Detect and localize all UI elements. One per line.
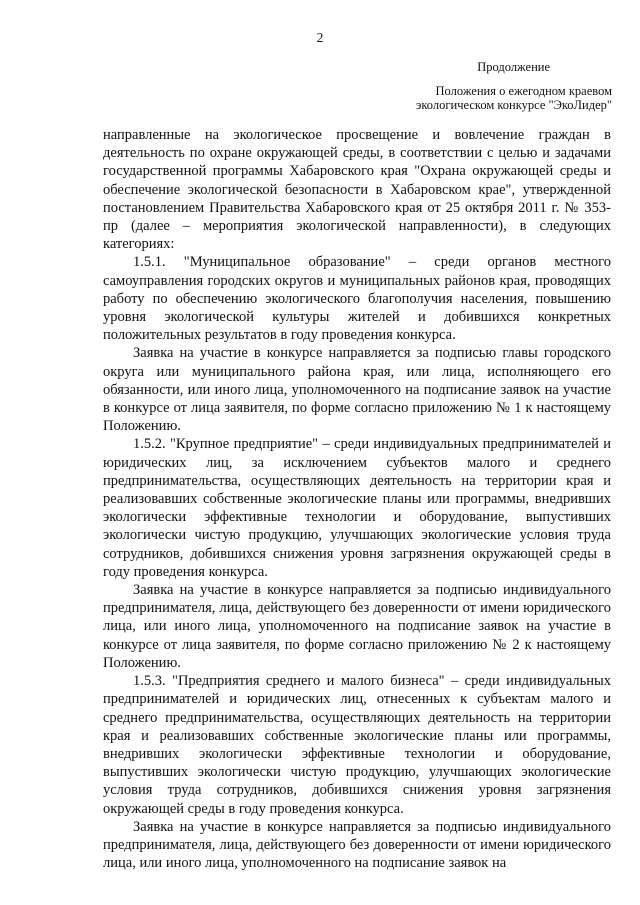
document-reference-line-2: экологическом конкурсе "ЭкоЛидер" [416,98,612,112]
paragraph: 1.5.3. "Предприятия среднего и малого бизнеса" – среди индивидуальных предпринимателей и юридических лиц, отнесенных к субъектам малого и среднего предпринимательства, осуществляющих деятельность на территории края и реализовавших собственные экологические планы или программы, внедривших экологически эффективные технологии и оборудование, выпустивших экологически чистую продукцию, улучшающих экологические условия труда сотрудников, добившихся снижения уровня загрязнения окружающей среды в году проведения конкурса. [103,673,611,817]
paragraph: Заявка на участие в конкурсе направляется за подписью индивидуального предпринимателя, лица, действующего без доверенности от имени юридического лица, или иного лица, уполномоченного на подписание заявок на участие в конкурсе от лица заявителя, по форме согласно приложению № 2 к настоящему Положению. [103,582,611,671]
paragraph: Заявка на участие в конкурсе направляется за подписью главы городского округа или муниципального района края, или лица, исполняющего его обязанности, или иного лица, уполномоченного на подписание заявок на участие в конкурсе от лица заявителя, по форме согласно приложению № 1 к настоящему Положению. [103,345,611,435]
paragraph: 1.5.2. "Крупное предприятие" – среди индивидуальных предпринимателей и юридических лиц, за исключением субъектов малого и среднего предпринимательства, осуществляющих деятельность на территории края и реализовавших собственные экологические планы или программы, внедривших экологически эффективные технологии и оборудование, выпустивших экологически чистую продукцию, улучшающих экологические условия труда сотрудников, добившихся снижения уровня загрязнения окружающей среды в году проведения конкурса. [103,436,611,580]
document-body [103,126,611,872]
paragraph: направленные на экологическое просвещение и вовлечение граждан в деятельность по охране окружающей среды, в соответствии с целью и задачами государственной программы Хабаровского края "Охрана окружающей среды и обеспечение экологической безопасности в Хабаровском крае", утвержденной постановлением Правительства Хабаровского края от 25 октября 2011 г. № 353-пр (далее – мероприятия экологической направленности), в следующих категориях: [103,127,611,253]
paragraph: Заявка на участие в конкурсе направляется за подписью индивидуального предпринимателя, лица, действующего без доверенности от имени юридического лица, или иного лица, уполномоченного на подписание заявок на [103,818,611,872]
paragraph: 1.5.1. "Муниципальное образование" – среди органов местного самоуправления городских округов и муниципальных районов края, проводящих работу по обеспечению экологического благополучия населения, повышению уровня экологической культуры жителей и добившихся конкретных положительных результатов в году проведения конкурса. [103,254,611,344]
document-reference [312,84,612,112]
document-reference-line-1: Положения о ежегодном краевом [435,84,612,98]
continuation-label: Продолжение [477,60,550,74]
page-number: 2 [316,30,324,45]
